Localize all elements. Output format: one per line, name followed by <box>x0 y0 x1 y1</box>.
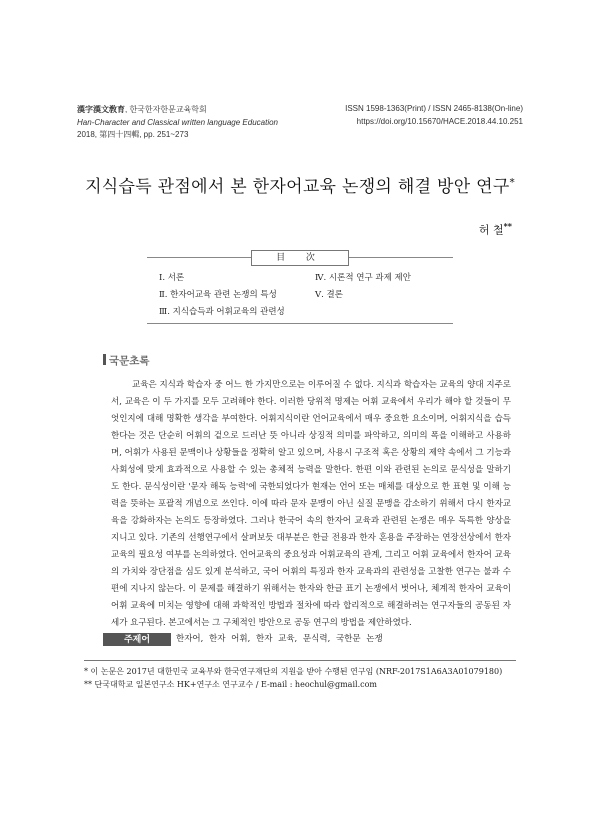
journal-society: 한국한자한문교육학회 <box>129 105 207 114</box>
toc-left-column <box>159 270 285 321</box>
author-line <box>479 221 512 238</box>
journal-title-line: 漢字漢文敎育, 한국한자한문교육학회 <box>77 104 207 114</box>
keywords-label: 주제어 <box>103 633 171 646</box>
footnote-author-affiliation: ** 단국대학교 일본연구소 HK+연구소 연구교수 / E-mail : heochul@gmail.com <box>84 679 377 689</box>
toc-label: 目 次 <box>251 250 349 266</box>
title-footnote-mark: * <box>509 177 515 189</box>
toc-item-knowledge-vocabulary: Ⅲ. 지식습득과 어휘교육의 관련성 <box>159 307 285 317</box>
abstract-heading <box>103 353 150 368</box>
toc-right-column <box>315 270 411 304</box>
table-of-contents <box>147 253 453 324</box>
issn-text: ISSN 1598-1363(Print) / ISSN 2465-8138(On-line) <box>345 104 523 113</box>
heading-bar-icon <box>103 354 106 365</box>
journal-name: 漢字漢文敎育 <box>77 104 125 114</box>
toc-item-research-proposal: Ⅳ. 시론적 연구 과제 제안 <box>315 273 411 283</box>
keywords-text: 한자어, 한자 어휘, 한자 교육, 문식력, 국한문 논쟁 <box>176 634 383 644</box>
author-name: 허 철 <box>478 223 504 237</box>
footnotes <box>84 666 502 691</box>
author-footnote-mark: ** <box>503 221 512 231</box>
abstract-body: 교육은 지식과 학습자 중 어느 한 가지만으로는 이루어질 수 없다. 지식과 학습자는 교육의 양대 지주로서, 교육은 이 두 가지를 모두 고려해야 한다. 이러한 당위적 명제는 어휘 교육에서 우리가 해야 할 것들이 무엇인지에 대해 명확한 생각을 부여한다. 어휘지식이란 언어교육에서 매우 중요한 요소이며, 어휘지식을 습득한다는 것은 단순히 어휘의 겉으로 드러난 뜻 아니라 상징적 의미를 파악하고, 의미의 폭을 이해하고 사용하며, 어휘가 사용된 문맥이나 상황들을 정확히 알고 있으며, 사용시 구조적 혹은 상황의 제약 속에서 그 기능과 사회성에 맞게 효과적으로 사용할 수 있는 총체적 능력을 말한다. 한편 이와 관련된 논의로 문식성을 말하기도 한다. 문식성이란 '문자 해독 능력'에 국한되었다가 현재는 언어 또는 매체를 대상으로 한 표현 및 이해 능력을 뜻하는 포괄적 개념으로 쓰인다. 이에 따라 문자 문맹이 아닌 실질 문맹을 감소하기 위해서 다시 한자교육을 강화하자는 논의도 등장하였다. 그러나 한국어 속의 한자어 교육과 관련된 논쟁은 매우 독특한 양상을 지니고 있다. 기존의 선행연구에서 살펴보듯 대부분은 한글 전용과 한자 혼용을 주장하는 연장선상에서 한자 교육의 필요성 여부를 논의하였다. 언어교육의 중요성과 어휘교육의 관계, 그리고 어휘 교육에서 한자어 교육의 가치와 장단점을 심도 있게 분석하고, 국어 어휘의 특징과 한자 교육과의 관련성을 고찰한 연구는 불과 수 편에 지나지 않는다. 이 문제를 해결하기 위해서는 한자와 한글 표기 논쟁에서 벗어나, 체계적 한자어 교육이 어휘 교육에 미치는 영향에 대해 과학적인 방법과 절차에 따라 합리적으로 해결하려는 연구자들의 공동된 자세가 요구된다. 본고에서는 그 구체적인 방안으로 공동 연구의 방법을 제안하였다. <box>111 380 511 628</box>
footnote-funding: * 이 논문은 2017년 대한민국 교육부와 한국연구재단의 지원을 받아 수행된 연구임 (NRF-2017S1A6A3A01079180) <box>84 667 503 676</box>
toc-item-introduction: Ⅰ. 서론 <box>159 273 185 283</box>
toc-item-debate-features: Ⅱ. 한자어교육 관련 논쟁의 특성 <box>159 290 277 300</box>
issn-header <box>345 103 523 128</box>
toc-item-conclusion: Ⅴ. 결론 <box>315 290 343 300</box>
paper-title-text: 지식습득 관점에서 본 한자어교육 논쟁의 해결 방안 연구 <box>85 177 510 197</box>
journal-english-name: Han-Character and Classical written language Education <box>77 117 278 127</box>
doi-link[interactable]: https://doi.org/10.15670/HACE.2018.44.10.251 <box>356 116 523 126</box>
journal-volume-info: 2018, 第四十四輯, pp. 251~273 <box>77 130 189 139</box>
footnote-divider <box>84 660 516 661</box>
abstract-heading-text: 국문초록 <box>109 355 150 367</box>
paper-title <box>0 172 600 197</box>
journal-header <box>77 103 278 142</box>
